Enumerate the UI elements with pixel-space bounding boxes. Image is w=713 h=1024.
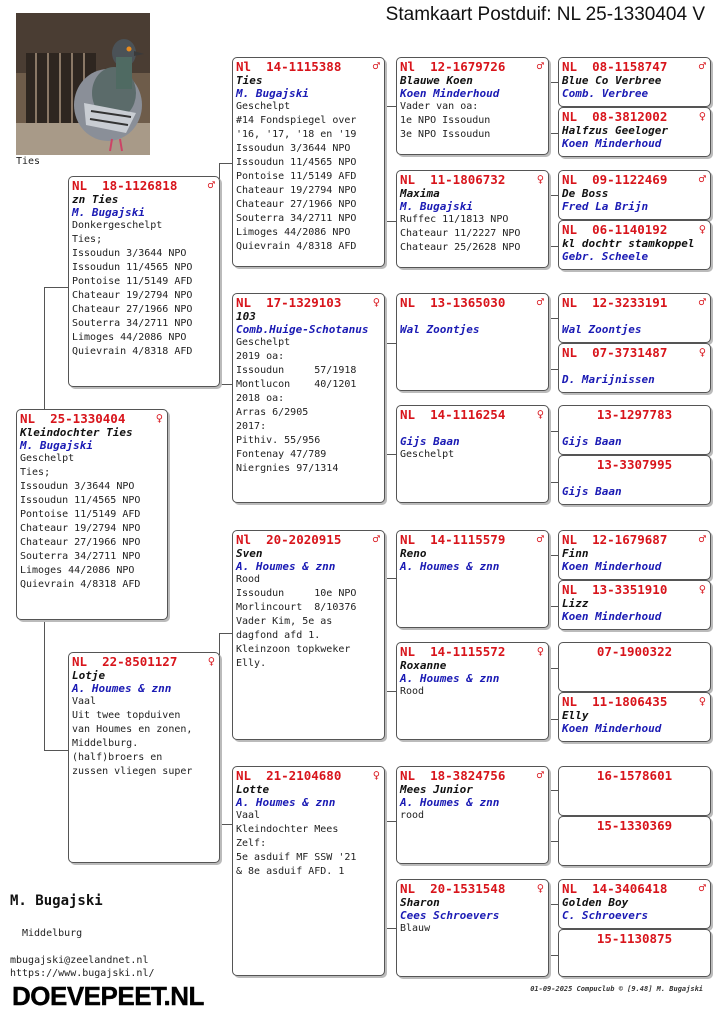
info-line: Pontoise 11/5149 AFD <box>236 171 357 182</box>
info-line: Chateaur 19/2794 NPO <box>20 523 141 534</box>
info-line: Rood <box>400 686 425 697</box>
ring-number: NL 07-3731487 <box>562 345 668 360</box>
info-line: Pontoise 11/5149 AFD <box>72 276 193 287</box>
female-icon: ♀ <box>536 644 544 658</box>
male-icon: ♂ <box>536 295 544 309</box>
pedigree-card-g3[interactable] <box>558 170 711 220</box>
bird-name <box>562 310 707 323</box>
info-line: Ruffec 11/1813 NPO <box>400 214 509 225</box>
female-icon: ♀ <box>536 881 544 895</box>
male-icon: ♂ <box>536 532 544 546</box>
pedigree-card-mmf[interactable] <box>396 766 549 864</box>
connector <box>44 287 69 410</box>
breeder-name: A. Houmes & znn <box>236 796 336 809</box>
bird-name: kl dochtr stamkoppel <box>562 237 695 250</box>
breeder-name: Koen Minderhoud <box>400 87 500 100</box>
bird-name: Lotje <box>72 669 106 682</box>
bird-name <box>562 472 707 485</box>
breeder-name: Koen Minderhoud <box>562 137 662 150</box>
info-line: 2018 oa: <box>236 393 285 404</box>
breeder-name: Koen Minderhoud <box>562 722 662 735</box>
info-line: #14 Fondspiegel over <box>236 115 357 126</box>
bird-name <box>562 360 707 373</box>
info-line: Quievrain 4/8318 AFD <box>20 579 141 590</box>
pedigree-card-g10[interactable] <box>558 580 711 630</box>
pigeon-photo <box>16 13 150 155</box>
breeder-name: A. Houmes & znn <box>400 560 500 573</box>
breeder-name: Fred La Brijn <box>562 200 649 213</box>
breeder-name: Cees Schroevers <box>400 909 500 922</box>
info-line: 5e asduif MF SSW '21 <box>236 852 357 863</box>
female-icon: ♀ <box>698 582 706 596</box>
info-line: Issoudun 11/4565 NPO <box>20 495 141 506</box>
info-line: Issoudun 11/4565 NPO <box>236 157 357 168</box>
pedigree-card-g2[interactable] <box>558 107 711 157</box>
ring-number: NL 14-3406418 <box>562 881 668 896</box>
ring-number: 15-1130875 <box>596 931 673 946</box>
male-icon: ♂ <box>372 532 380 546</box>
bird-name: Reno <box>400 547 427 560</box>
female-icon: ♀ <box>536 172 544 186</box>
info-line: Souterra 34/2711 NPO <box>20 551 141 562</box>
ring-number: NL 12-1679687 <box>562 532 668 547</box>
male-icon: ♂ <box>372 59 380 73</box>
female-icon: ♀ <box>207 654 215 668</box>
breeder-name: A. Houmes & znn <box>72 682 172 695</box>
ring-number: NL 08-1158747 <box>562 59 668 74</box>
pedigree-card-mff[interactable] <box>396 530 549 628</box>
bird-name: Finn <box>562 547 589 560</box>
pedigree-card-g5[interactable] <box>558 293 711 343</box>
breeder-name: A. Houmes & znn <box>400 672 500 685</box>
info-line: (half)broers en <box>72 752 163 763</box>
bird-name <box>400 310 545 323</box>
info-line: Limoges 44/2086 NPO <box>236 227 351 238</box>
pedigree-card-g9[interactable] <box>558 530 711 580</box>
bird-name: De Boss <box>562 187 609 200</box>
info-line: 2019 oa: <box>236 351 285 362</box>
pedigree-card-ffm[interactable] <box>396 170 549 268</box>
ring-number: NL 25-1330404 <box>20 411 126 426</box>
info-line: Issoudun 11/4565 NPO <box>72 262 193 273</box>
info-line: Chateaur 25/2628 NPO <box>400 242 521 253</box>
pedigree-card-fmf[interactable] <box>396 293 549 391</box>
ring-number: NL 17-1329103 <box>236 295 342 310</box>
male-icon: ♂ <box>698 295 706 309</box>
ring-number: 16-1578601 <box>596 768 673 783</box>
bird-name: Elly <box>562 709 589 722</box>
info-line: zussen vliegen super <box>72 766 193 777</box>
info-line: Geschelpt <box>400 449 455 460</box>
info-line: Rood <box>236 574 261 585</box>
info-line: Ties; <box>20 467 51 478</box>
info-line: Chateaur 19/2794 NPO <box>236 185 357 196</box>
info-line: Issoudun 10e NPO <box>236 588 357 599</box>
ring-number: 15-1330369 <box>596 818 673 833</box>
pedigree-card-main[interactable] <box>16 409 168 620</box>
info-line: '16, '17, '18 en '19 <box>236 129 357 140</box>
info-line: Kleindochter Mees <box>236 824 339 835</box>
ring-number: 13-3307995 <box>596 457 673 472</box>
female-icon: ♀ <box>698 222 706 236</box>
breeder-name: Wal Zoontjes <box>562 323 642 336</box>
breeder-name: Gebr. Scheele <box>562 250 649 263</box>
info-line: rood <box>400 810 425 821</box>
info-line: Uit twee topduiven <box>72 710 181 721</box>
ring-number: 13-1297783 <box>596 407 673 422</box>
breeder-name: Koen Minderhoud <box>562 610 662 623</box>
bird-name: Ties <box>236 74 263 87</box>
pedigree-card-mm[interactable] <box>232 766 385 976</box>
pedigree-card-mfm[interactable] <box>396 642 549 740</box>
breeder-name: C. Schroevers <box>562 909 649 922</box>
male-icon: ♂ <box>698 172 706 186</box>
pedigree-card-g12[interactable] <box>558 692 711 742</box>
breeder-name: Wal Zoontjes <box>400 323 480 336</box>
info-line: Niergnies 97/1314 <box>236 463 339 474</box>
info-line: Issoudun 3/3644 NPO <box>236 143 351 154</box>
connector <box>44 620 69 751</box>
footer-text: 01-09-2025 Compuclub © [9.48] M. Bugajski <box>530 985 703 993</box>
bird-name: Blue Co Verbree <box>562 74 662 87</box>
info-line: Chateaur 19/2794 NPO <box>72 290 193 301</box>
owner-city: Middelburg <box>22 928 83 939</box>
male-icon: ♂ <box>536 59 544 73</box>
info-line: Donkergeschelpt <box>72 220 163 231</box>
ring-number: NL 12-3233191 <box>562 295 668 310</box>
bird-name: zn Ties <box>72 193 119 206</box>
info-line: Vader Kim, 5e as <box>236 616 333 627</box>
info-line: Arras 6/2905 <box>236 407 309 418</box>
owner-email[interactable]: mbugajski@zeelandnet.nl <box>10 955 149 966</box>
info-line: Chateaur 27/1966 NPO <box>20 537 141 548</box>
breeder-name: D. Marijnissen <box>562 373 655 386</box>
breeder-name: M. Bugajski <box>72 206 145 219</box>
info-line: Pithiv. 55/956 <box>236 435 321 446</box>
ring-number: NL 18-3824756 <box>400 768 506 783</box>
info-line: Limoges 44/2086 NPO <box>72 332 187 343</box>
info-line: 1e NPO Issoudun <box>400 115 491 126</box>
bird-name: Maxima <box>400 187 440 200</box>
ring-number: NL 14-1116254 <box>400 407 506 422</box>
info-line: 3e NPO Issoudun <box>400 129 491 140</box>
breeder-name: A. Houmes & znn <box>236 560 336 573</box>
bird-name <box>400 422 545 435</box>
breeder-name: Koen Minderhoud <box>562 560 662 573</box>
info-line: Middelburg. <box>72 738 139 749</box>
pedigree-card-g16[interactable] <box>558 929 711 977</box>
breeder-name: M. Bugajski <box>236 87 309 100</box>
male-icon: ♂ <box>698 59 706 73</box>
info-line: & 8e asduif AFD. 1 <box>236 866 345 877</box>
info-line: Vader van oa: <box>400 101 479 112</box>
ring-number: NL 13-3351910 <box>562 582 668 597</box>
female-icon: ♀ <box>698 345 706 359</box>
ring-number: NL 13-1365030 <box>400 295 506 310</box>
pedigree-card-g11[interactable] <box>558 642 711 692</box>
info-line: Fontenay 47/789 <box>236 449 327 460</box>
female-icon: ♀ <box>698 694 706 708</box>
female-icon: ♀ <box>155 411 163 425</box>
info-line: Chateaur 11/2227 NPO <box>400 228 521 239</box>
info-line: Elly. <box>236 658 267 669</box>
info-line: Vaal <box>72 696 97 707</box>
bird-name: Mees Junior <box>400 783 473 796</box>
info-line: Zelf: <box>236 838 267 849</box>
bird-name: Sven <box>236 547 263 560</box>
pedigree-card-mmm[interactable] <box>396 879 549 977</box>
pedigree-card-g1[interactable] <box>558 57 711 107</box>
info-line: dagfond afd 1. <box>236 630 321 641</box>
pedigree-card-g13[interactable] <box>558 766 711 816</box>
bird-name <box>562 422 707 435</box>
pedigree-card-mf[interactable] <box>232 530 385 740</box>
info-line: Geschelpt <box>20 453 75 464</box>
breeder-name: Gijs Baan <box>562 435 622 448</box>
info-line: Quievrain 4/8318 AFD <box>236 241 357 252</box>
pedigree-card-ff[interactable] <box>232 57 385 267</box>
ring-number: NL 14-1115579 <box>400 532 506 547</box>
info-line: Montlucon 40/1201 <box>236 379 357 390</box>
ring-number: Nl 20-2020915 <box>236 532 342 547</box>
ring-number: NL 20-1531548 <box>400 881 506 896</box>
ring-number: NL 18-1126818 <box>72 178 178 193</box>
info-line: Issoudun 3/3644 NPO <box>20 481 135 492</box>
bird-name: Lotte <box>236 783 270 796</box>
pedigree-card-g6[interactable] <box>558 343 711 393</box>
pedigree-card-fmm[interactable] <box>396 405 549 503</box>
info-line: Morlincourt 8/10376 <box>236 602 357 613</box>
breeder-name: M. Bugajski <box>20 439 93 452</box>
info-line: van Houmes en zonen, <box>72 724 193 735</box>
connector <box>219 633 232 825</box>
pedigree-card-g15[interactable] <box>558 879 711 929</box>
ring-number: NL 09-1122469 <box>562 172 668 187</box>
pedigree-card-g14[interactable] <box>558 816 711 866</box>
female-icon: ♀ <box>372 768 380 782</box>
breeder-name: Comb.Huige-Schotanus <box>236 323 369 336</box>
male-icon: ♂ <box>536 768 544 782</box>
info-line: Geschelpt <box>236 101 291 112</box>
info-line: Souterra 34/2711 NPO <box>72 318 193 329</box>
ring-number: NL 14-1115572 <box>400 644 506 659</box>
info-line: Ties; <box>72 234 103 245</box>
site-logo: DOEVEPEET.NL <box>12 981 204 1011</box>
ring-number: NL 22-8501127 <box>72 654 178 669</box>
male-icon: ♂ <box>698 881 706 895</box>
female-icon: ♀ <box>698 109 706 123</box>
bird-name: Sharon <box>400 896 440 909</box>
bird-name: Lizz <box>562 597 589 610</box>
info-line: Chateaur 27/1966 NPO <box>236 199 357 210</box>
ring-number: NL 06-1140192 <box>562 222 668 237</box>
owner-website[interactable]: https://www.bugajski.nl/ <box>10 968 155 979</box>
photo-caption: Ties <box>16 156 41 167</box>
connector <box>219 163 232 385</box>
pedigree-card-fm[interactable] <box>232 293 385 503</box>
page-title: Stamkaart Postduif: NL 25-1330404 V <box>385 4 705 25</box>
info-line: Limoges 44/2086 NPO <box>20 565 135 576</box>
bird-name: Kleindochter Ties <box>20 426 133 439</box>
info-line: Blauw <box>400 923 431 934</box>
pedigree-card-fff[interactable] <box>396 57 549 155</box>
bird-name: Halfzus Geeloger <box>562 124 668 137</box>
male-icon: ♂ <box>698 532 706 546</box>
info-line: 2017: <box>236 421 267 432</box>
ring-number: NL 21-2104680 <box>236 768 342 783</box>
female-icon: ♀ <box>372 295 380 309</box>
owner-name: M. Bugajski <box>10 893 103 909</box>
info-line: Pontoise 11/5149 AFD <box>20 509 141 520</box>
info-line: Issoudun 3/3644 NPO <box>72 248 187 259</box>
info-line: Vaal <box>236 810 261 821</box>
info-line: Quievrain 4/8318 AFD <box>72 346 193 357</box>
breeder-name: Comb. Verbree <box>562 87 649 100</box>
male-icon: ♂ <box>207 178 215 192</box>
info-line: Issoudun 57/1918 <box>236 365 357 376</box>
ring-number: NL 11-1806732 <box>400 172 506 187</box>
breeder-name: A. Houmes & znn <box>400 796 500 809</box>
info-line: Souterra 34/2711 NPO <box>236 213 357 224</box>
bird-name: Blauwe Koen <box>400 74 473 87</box>
info-line: Kleinzoon topkweker <box>236 644 351 655</box>
pedigree-card-mother[interactable] <box>68 652 220 863</box>
pedigree-card-g8[interactable] <box>558 455 711 505</box>
bird-name: Golden Boy <box>562 896 629 909</box>
ring-number: Nl 14-1115388 <box>236 59 342 74</box>
ring-number: 07-1900322 <box>596 644 673 659</box>
pedigree-card-g4[interactable] <box>558 220 711 270</box>
pedigree-card-father[interactable] <box>68 176 220 387</box>
breeder-name: Gijs Baan <box>400 435 460 448</box>
breeder-name: M. Bugajski <box>400 200 473 213</box>
bird-name: Roxanne <box>400 659 447 672</box>
info-line: Chateaur 27/1966 NPO <box>72 304 193 315</box>
bird-name: 103 <box>236 310 256 323</box>
ring-number: NL 11-1806435 <box>562 694 668 709</box>
pedigree-card-g7[interactable] <box>558 405 711 455</box>
info-line: Geschelpt <box>236 337 291 348</box>
ring-number: Nl 12-1679726 <box>400 59 506 74</box>
ring-number: NL 08-3812002 <box>562 109 668 124</box>
female-icon: ♀ <box>536 407 544 421</box>
breeder-name: Gijs Baan <box>562 485 622 498</box>
